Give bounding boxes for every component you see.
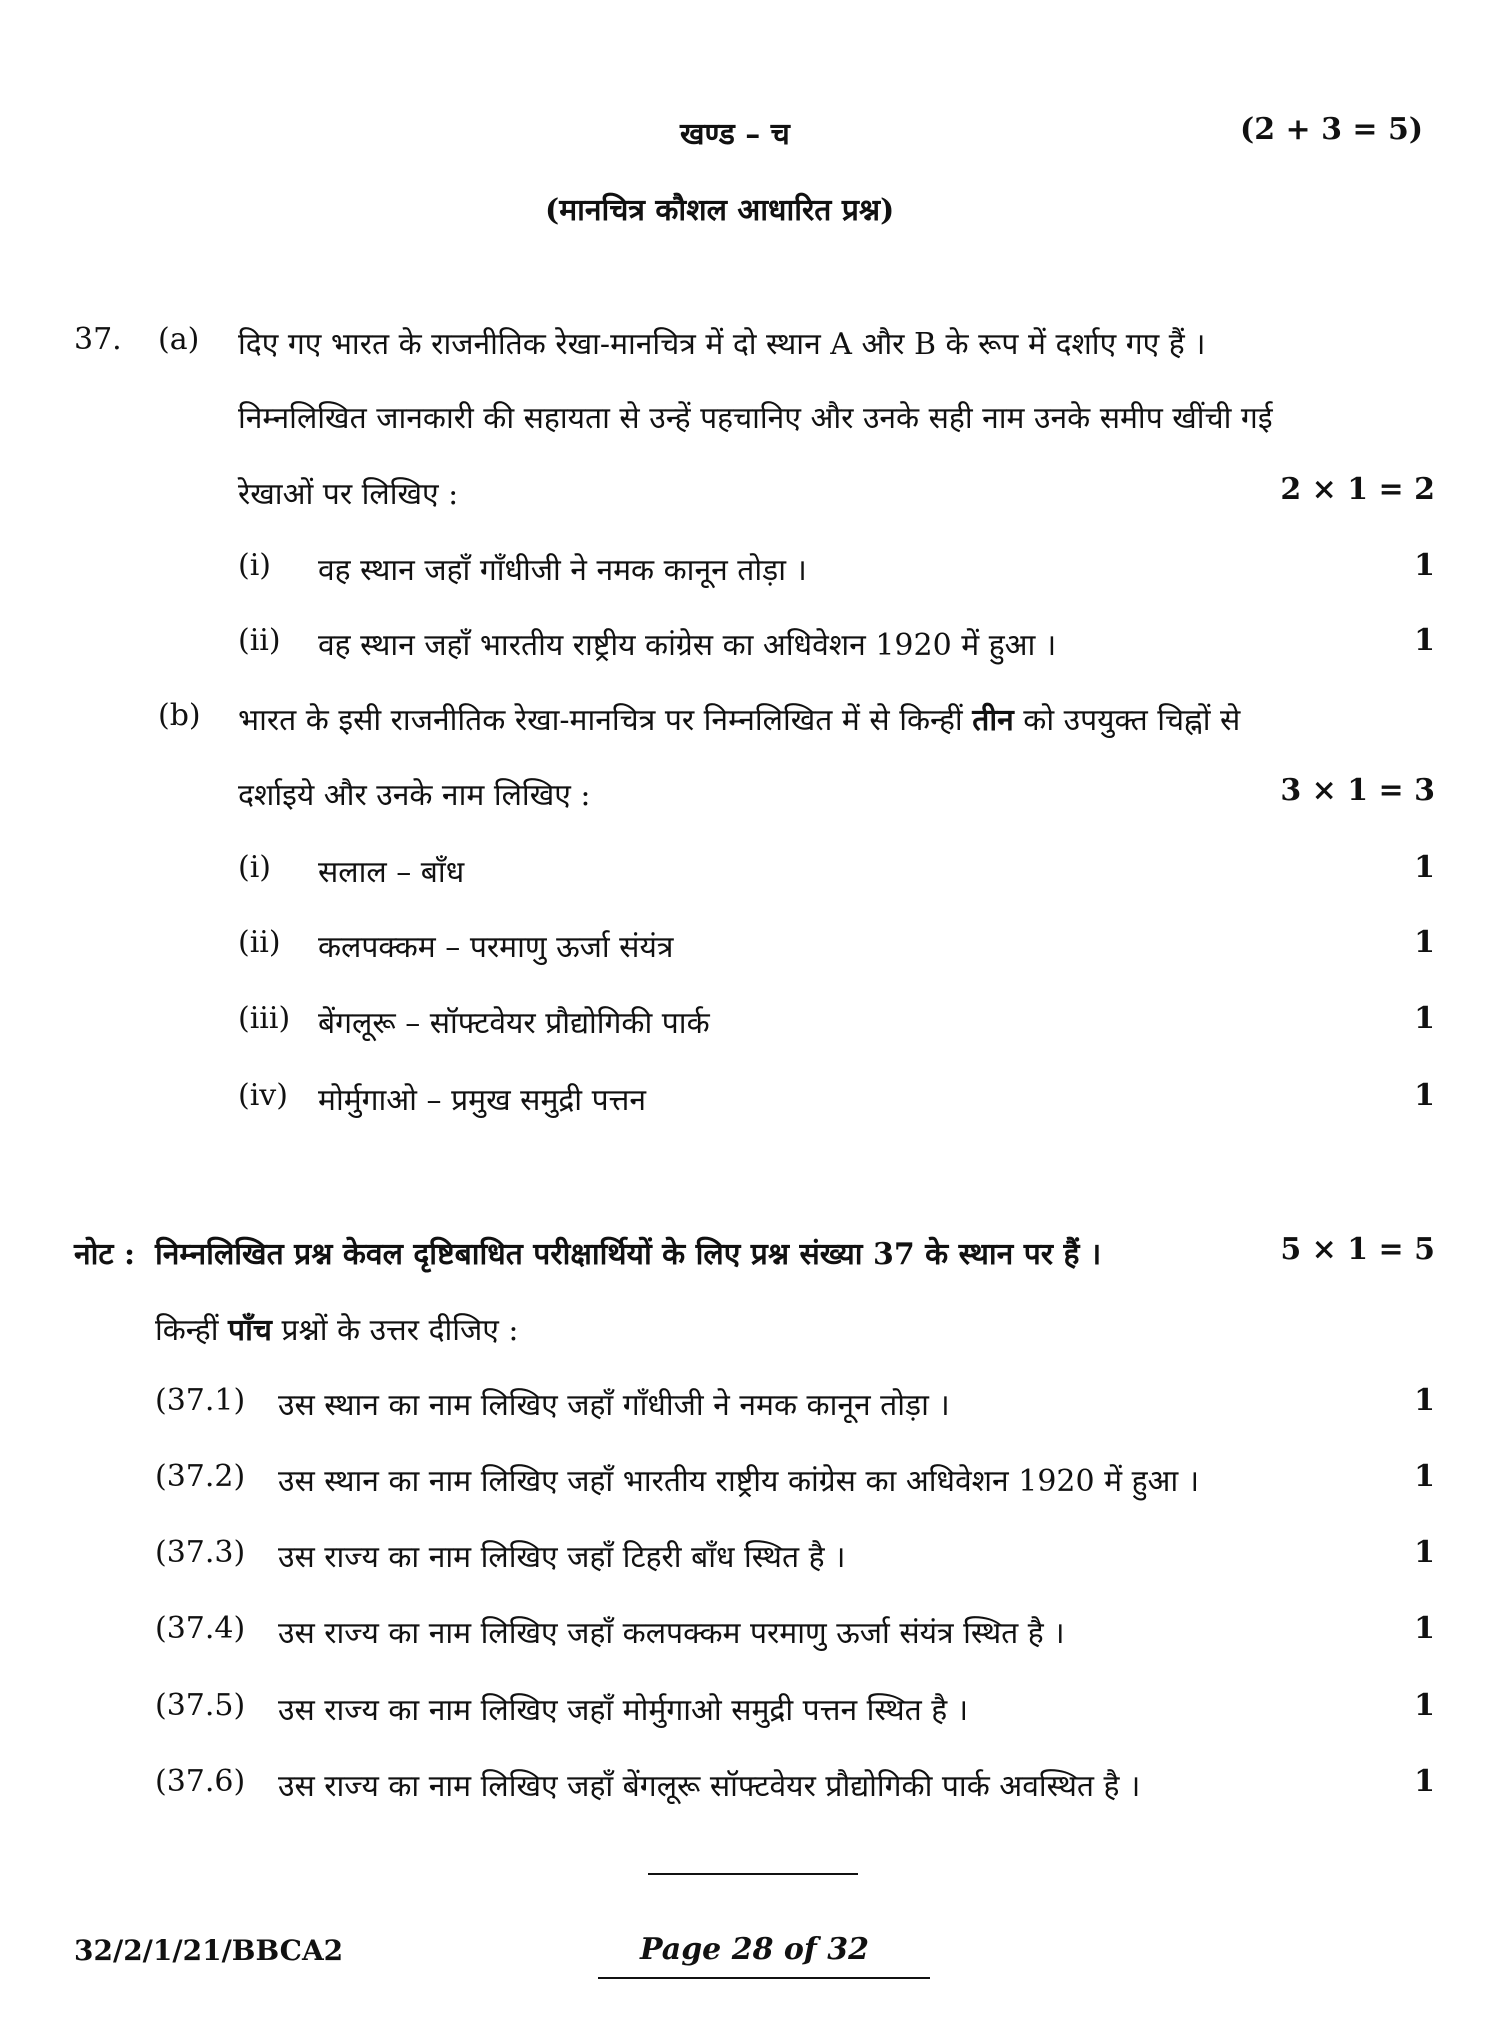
note-item-text: उस राज्य का नाम लिखिए जहाँ बेंगलूरू सॉफ्टवेयर प्रौद्योगिकी पार्क अवस्थित है । [278, 1769, 1141, 1804]
part-a-item-label: (i) [238, 548, 272, 583]
part-a-item-text: वह स्थान जहाँ गाँधीजी ने नमक कानून तोड़ा । [318, 553, 807, 588]
note-instruction: किन्हीं पाँच प्रश्नों के उत्तर दीजिए : [155, 1313, 519, 1348]
note-item-text: उस राज्य का नाम लिखिए जहाँ मोर्मुगाओ समुद्री पत्तन स्थित है । [278, 1693, 969, 1728]
part-b-item-text: मोर्मुगाओ – प्रमुख समुद्री पत्तन [318, 1083, 647, 1118]
part-b-line2: दर्शाइये और उनके नाम लिखिए : [238, 778, 591, 813]
part-b-item-marks: 1 [1414, 850, 1435, 885]
note-item-text: उस स्थान का नाम लिखिए जहाँ भारतीय राष्ट्रीय कांग्रेस का अधिवेशन 1920 में हुआ । [278, 1464, 1200, 1499]
section-subtitle: (मानचित्र कौशल आधारित प्रश्न) [545, 193, 895, 228]
part-b-item-marks: 1 [1414, 925, 1435, 960]
note-label: नोट : [74, 1237, 136, 1272]
paper-code: 32/2/1/21/BBCA2 [74, 1934, 344, 1967]
note-item-label: (37.3) [155, 1535, 246, 1570]
note-item-label: (37.4) [155, 1611, 246, 1646]
part-b-item-marks: 1 [1414, 1001, 1435, 1036]
part-a-line1: दिए गए भारत के राजनीतिक रेखा-मानचित्र में दो स्थान A और B के रूप में दर्शाए गए हैं । [238, 327, 1206, 362]
note-item-label: (37.1) [155, 1383, 246, 1418]
note-text: निम्नलिखित प्रश्न केवल दृष्टिबाधित परीक्षार्थियों के लिए प्रश्न संख्या 37 के स्थान पर हैं । [155, 1237, 1102, 1272]
end-separator [648, 1873, 858, 1875]
note-item-marks: 1 [1414, 1611, 1435, 1646]
note-item-text: उस स्थान का नाम लिखिए जहाँ गाँधीजी ने नमक कानून तोड़ा । [278, 1388, 950, 1423]
note-instruction-emphasis: पाँच [228, 1313, 272, 1348]
part-b-item-text: बेंगलूरू – सॉफ्टवेयर प्रौद्योगिकी पार्क [318, 1006, 710, 1041]
part-a-item-marks: 1 [1414, 548, 1435, 583]
section-title: खण्ड – च [680, 117, 790, 152]
part-b-item-text: कलपक्कम – परमाणु ऊर्जा संयंत्र [318, 930, 674, 965]
page-number-underline [598, 1977, 930, 1979]
page-number: Page 28 of 32 [640, 1932, 869, 1967]
part-b-item-label: (iii) [238, 1001, 291, 1036]
part-a-line2: निम्नलिखित जानकारी की सहायता से उन्हें पहचानिए और उनके सही नाम उनके समीप खींची गई [238, 401, 1273, 436]
note-marks: 5 × 1 = 5 [1280, 1232, 1435, 1267]
note-item-text: उस राज्य का नाम लिखिए जहाँ कलपक्कम परमाणु ऊर्जा संयंत्र स्थित है । [278, 1616, 1065, 1651]
note-item-marks: 1 [1414, 1459, 1435, 1494]
part-b-marks: 3 × 1 = 3 [1280, 773, 1435, 808]
part-b-line1: भारत के इसी राजनीतिक रेखा-मानचित्र पर निम्नलिखित में से किन्हीं तीन को उपयुक्त चिह्नों से [238, 703, 1241, 738]
part-b-item-label: (i) [238, 850, 272, 885]
note-item-marks: 1 [1414, 1535, 1435, 1570]
note-item-label: (37.6) [155, 1764, 246, 1799]
part-b-label: (b) [158, 698, 201, 733]
note-item-label: (37.5) [155, 1688, 246, 1723]
note-item-text: उस राज्य का नाम लिखिए जहाँ टिहरी बाँध स्थित है । [278, 1540, 846, 1575]
note-item-marks: 1 [1414, 1688, 1435, 1723]
part-b-item-label: (ii) [238, 925, 281, 960]
part-a-label: (a) [158, 322, 200, 357]
section-marks: (2 + 3 = 5) [1240, 112, 1424, 147]
part-b-emphasis: तीन [972, 703, 1014, 738]
note-item-label: (37.2) [155, 1459, 246, 1494]
part-a-item-text: वह स्थान जहाँ भारतीय राष्ट्रीय कांग्रेस का अधिवेशन 1920 में हुआ । [318, 628, 1057, 663]
note-item-marks: 1 [1414, 1764, 1435, 1799]
part-a-item-label: (ii) [238, 623, 281, 658]
part-a-item-marks: 1 [1414, 623, 1435, 658]
part-a-line3: रेखाओं पर लिखिए : [238, 477, 459, 512]
part-b-item-marks: 1 [1414, 1078, 1435, 1113]
part-b-item-text: सलाल – बाँध [318, 855, 465, 890]
part-b-item-label: (iv) [238, 1078, 288, 1113]
part-a-marks: 2 × 1 = 2 [1280, 472, 1435, 507]
note-item-marks: 1 [1414, 1383, 1435, 1418]
question-number: 37. [74, 322, 122, 357]
